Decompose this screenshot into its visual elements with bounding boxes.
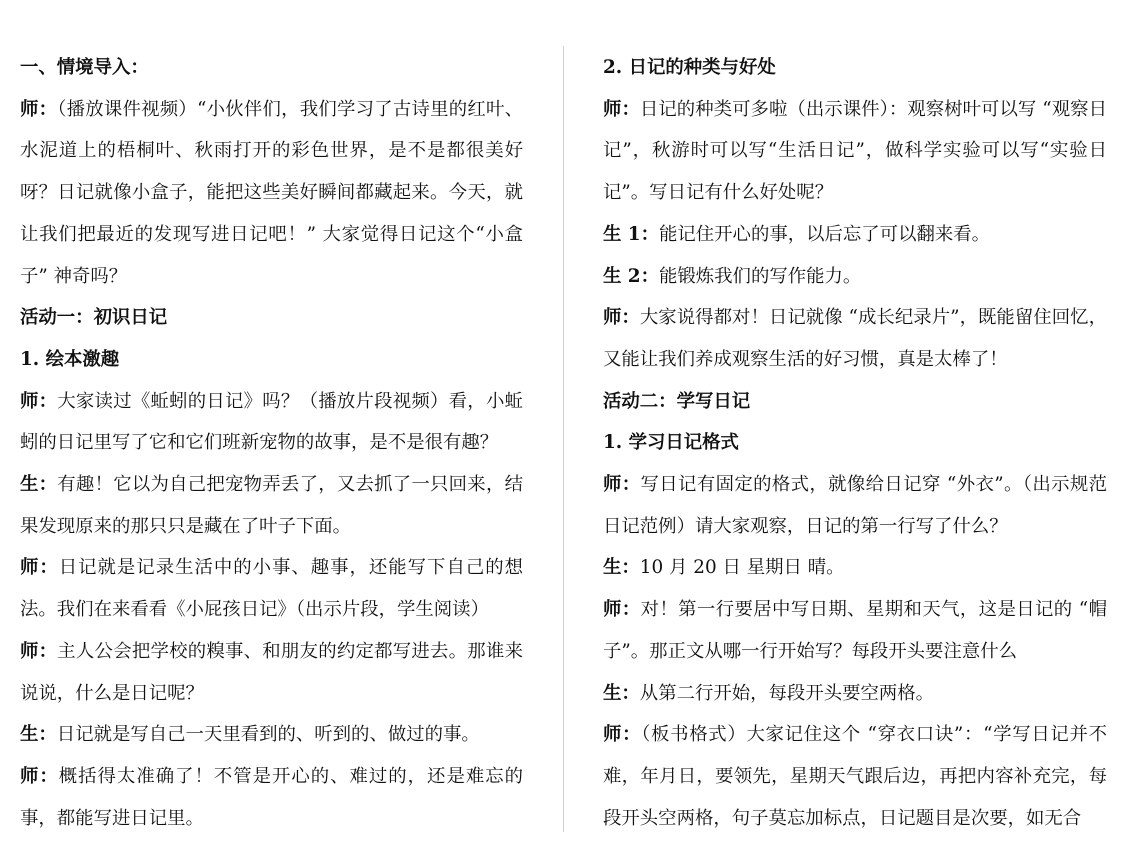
- dialogue-text: 对！第一行要居中写日期、星期和天气，这是日记的 “帽子”。那正文从哪一行开始写？每段开头要注意什么: [603, 599, 1107, 662]
- speaker-label: 生：: [20, 474, 58, 496]
- speaker-label: 师：: [20, 765, 59, 787]
- dialogue-line: [20, 756, 523, 839]
- right-column: [603, 47, 1107, 839]
- left-column: [20, 47, 523, 839]
- speaker-label: 生 2：: [603, 265, 659, 287]
- dialogue-line: [20, 464, 523, 547]
- dialogue-line: [20, 714, 523, 756]
- activity-heading: 活动一：初识日记: [20, 307, 168, 329]
- dialogue-text: 主人公会把学校的糗事、和朋友的约定都写进去。那谁来说说，什么是日记呢？: [20, 640, 523, 704]
- dialogue-line: [603, 714, 1107, 839]
- dialogue-line: [603, 89, 1107, 214]
- dialogue-text: 能锻炼我们的写作能力。: [658, 265, 862, 287]
- dialogue-line: [20, 547, 523, 630]
- dialogue-text: 写日记有固定的格式，就像给日记穿 “外衣”。（出示规范日记范例）请大家观察，日记的第一行写了什么？: [603, 474, 1107, 537]
- paragraph-text: （播放课件视频）“小伙伴们，我们学习了古诗里的红叶、水泥道上的梧桐叶、秋雨打开的彩色世界，是不是都很美好呀？日记就像小盒子，能把这些美好瞬间都藏起来。今天，就让我们把最近的发现写进日记吧！” 大家觉得日记这个“小盒子” 神奇吗？: [20, 98, 523, 287]
- column-divider: [563, 46, 564, 832]
- subheading: 1. 绘本激趣: [20, 348, 120, 370]
- speaker-label: 生：: [603, 682, 640, 704]
- dialogue-text: 能记住开心的事，以后忘了可以翻来看。: [658, 223, 991, 245]
- dialogue-line: [603, 673, 1107, 715]
- dialogue-line: [603, 547, 1107, 589]
- dialogue-line: [603, 589, 1107, 672]
- dialogue-line: [603, 297, 1107, 380]
- dialogue-text: 日记就是写自己一天里看到的、听到的、做过的事。: [56, 724, 480, 746]
- dialogue-text: 有趣！它以为自己把宠物弄丢了，又去抓了一只回来，结果发现原来的那只只是藏在了叶子下面。: [20, 474, 523, 537]
- dialogue-text: 日记就是记录生活中的小事、趣事，还能写下自己的想法。我们在来看看《小屁孩日记》（出示片段，学生阅读）: [20, 557, 523, 621]
- speaker-label: 师：: [603, 307, 640, 329]
- speaker-label: 师：: [20, 390, 58, 412]
- speaker-label: 师：: [603, 724, 642, 746]
- dialogue-line: [20, 631, 523, 714]
- dialogue-text: （板书格式）大家记住这个 “穿衣口诀”：“学写日记并不难，年月日，要领先，星期天气跟后边，再把内容补充完，每段开头空两格，句子莫忘加标点，日记题目是次要，如无合: [603, 724, 1107, 829]
- speaker-label: 师：: [603, 474, 641, 496]
- dialogue-text: 10 月 20 日 星期日 晴。: [639, 557, 845, 579]
- speaker-label: 生：: [603, 557, 640, 579]
- dialogue-text: 日记的种类可多啦（出示课件）：观察树叶可以写 “观察日记”，秋游时可以写“生活日记”，做科学实验可以写“实验日记”。写日记有什么好处呢？: [603, 98, 1107, 204]
- speaker-label: 生 1：: [603, 223, 659, 245]
- activity-heading: 活动二：学写日记: [603, 390, 751, 412]
- speaker-label: 师：: [603, 599, 641, 621]
- section-heading: 一、情境导入：: [20, 57, 149, 78]
- dialogue-line: [603, 256, 1107, 298]
- subheading: 2. 日记的种类与好处: [603, 57, 776, 78]
- dialogue-text: 大家读过《蚯蚓的日记》吗？（播放片段视频）看，小蚯蚓的日记里写了它和它们班新宠物的故事，是不是很有趣？: [20, 390, 523, 454]
- dialogue-line: [20, 381, 523, 464]
- dialogue-text: 概括得太准确了！不管是开心的、难过的，还是难忘的事，都能写进日记里。: [20, 765, 523, 829]
- intro-paragraph: [20, 89, 523, 298]
- speaker-label: 生：: [20, 724, 57, 746]
- speaker-label: 师：: [20, 557, 59, 579]
- dialogue-text: 大家说得都对！日记就像 “成长纪录片”，既能留住回忆，又能让我们养成观察生活的好习惯，真是太棒了！: [603, 307, 1107, 370]
- speaker-label: 师：: [603, 98, 640, 120]
- subheading: 1. 学习日记格式: [603, 432, 739, 454]
- dialogue-text: 从第二行开始，每段开头要空两格。: [639, 682, 935, 704]
- dialogue-line: [603, 214, 1107, 256]
- speaker-label: 师：: [20, 98, 58, 120]
- dialogue-line: [603, 464, 1107, 547]
- speaker-label: 师：: [20, 640, 58, 662]
